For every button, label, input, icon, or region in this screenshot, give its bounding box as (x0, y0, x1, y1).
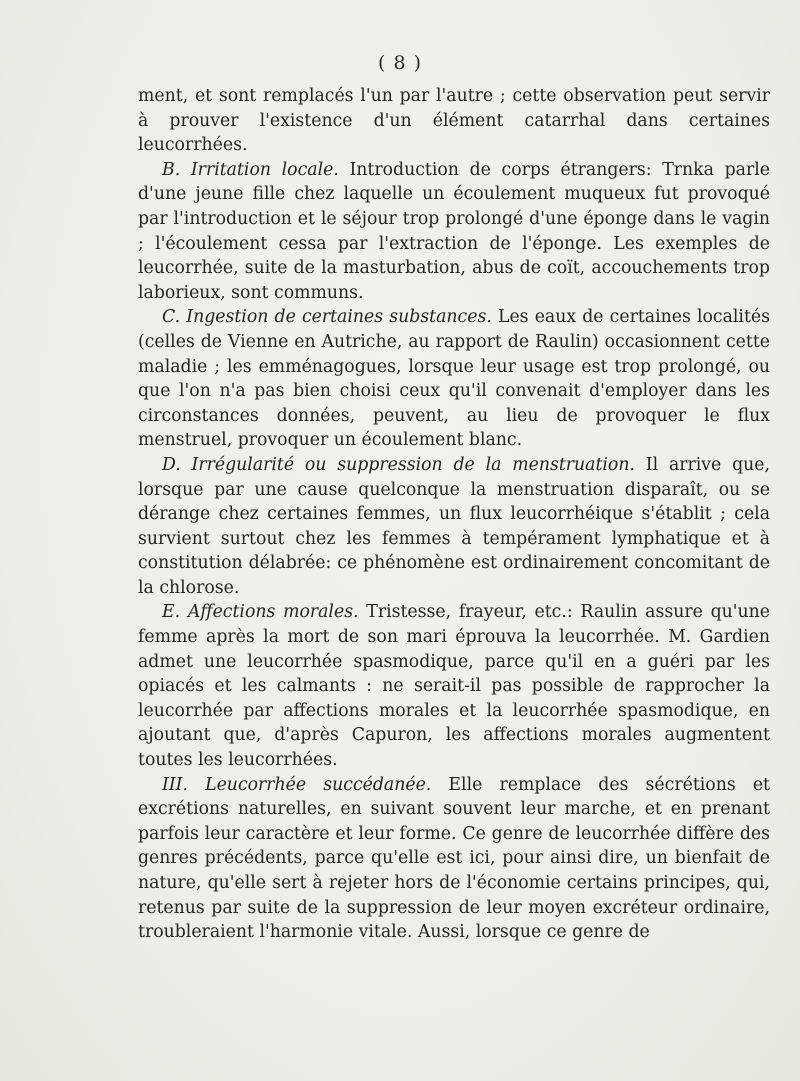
paragraph-text: Elle remplace des sécrétions et excrétions naturelles, en suivant souvent leur marche, et en prenant parfois leur caractère et leur forme. Ce genre de leucorrhée diffère des genres précédents, parce qu'elle est ici, pour ainsi dire, un bienfait de nature, qu'elle sert à rejeter hors de l'économie certains principes, qui, retenus par suite de la suppression de leur moyen excréteur ordinaire, troubleraient l'harmonie vitale. Aussi, lorsque ce genre de (138, 774, 770, 943)
section-heading-c: C. Ingestion de certaines substances. (162, 307, 492, 328)
paragraph-text: ment, et sont remplacés l'un par l'autre ; cette observation peut servir à prouver l'existence d'un élément catarrhal dans certaines leucorrhées. (138, 86, 770, 156)
paragraph-text: Il arrive que, lorsque par une cause quelconque la menstruation disparaît, ou se dérange chez certaines femmes, un flux leucorrhéique s'établit ; cela survient surtout chez les femmes à tempérament lymphatique et à constitution délabrée: ce phénomène est ordinairement concomitant de la chlorose. (138, 454, 771, 598)
paragraph-affections-morales (138, 600, 770, 772)
paragraph-menstruation (138, 453, 770, 601)
paragraph-leucorrhee-succedanee (138, 773, 770, 945)
body-text (138, 84, 770, 945)
paragraph-ingestion (138, 305, 770, 453)
paragraph-text: Les eaux de certaines localités (celles de Vienne en Autriche, au rapport de Raulin) occasionnent cette maladie ; les emménagogues, lorsque leur usage est trop prolongé, ou que l'on n'a pas bien choisi ceux qu'il convenait d'employer dans les circonstances données, peuvent, au lieu de provoquer le flux menstruel, provoquer un écoulement blanc. (138, 307, 770, 451)
paragraph-irritation-locale (138, 158, 770, 306)
section-heading-d: D. Irrégularité ou suppression de la menstruation. (162, 454, 635, 475)
paragraph-text: Tristesse, frayeur, etc.: Raulin assure qu'une femme après la mort de son mari éprouva la leucorrhée. M. Gardien admet une leucorrhée spasmodique, parce qu'il en a guéri par les opiacés et les calmants : ne serait-il pas possible de rapprocher la leucorrhée par affections morales et la leucorrhée spasmodique, en ajoutant que, d'après Capuron, les affections morales augmentent toutes les leucorrhées. (138, 602, 770, 771)
section-heading-b: B. Irritation locale. (162, 159, 339, 180)
section-heading-iii: III. Leucorrhée succédanée. (162, 774, 432, 795)
paragraph-text: Introduction de corps étrangers: Trnka parle d'une jeune fille chez laquelle un écoulement muqueux fut provoqué par l'introduction et le séjour trop prolongé d'une éponge dans le vagin ; l'écoulement cessa par l'extraction de l'éponge. Les exemples de leucorrhée, suite de la masturbation, abus de coït, accouchements trop laborieux, sont communs. (138, 159, 770, 303)
page-number: ( 8 ) (378, 52, 422, 74)
paragraph-continuation (138, 84, 770, 158)
section-heading-e: E. Affections morales. (162, 602, 359, 623)
